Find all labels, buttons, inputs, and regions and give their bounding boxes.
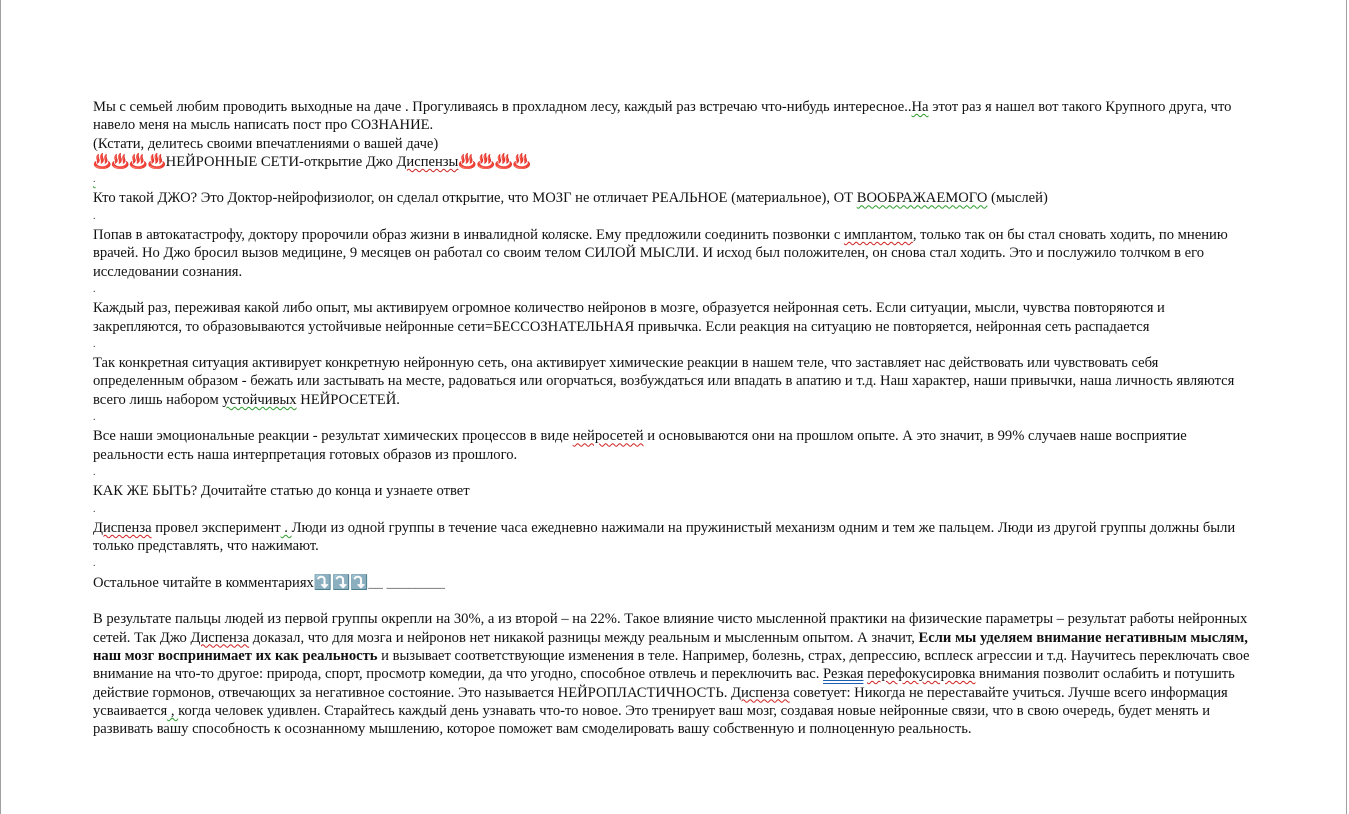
text-run: Остальное читайте в комментариях [93, 574, 314, 591]
grammar-flagged-word: Резкая [823, 666, 864, 683]
paragraph-result [93, 610, 1253, 738]
grammar-flagged-word: устойчивых [222, 391, 297, 408]
text-run: Кто такой ДЖО? Это Доктор-нейрофизиолог, он сделал открытие, что МОЗГ не отличает РЕАЛЬНОЕ (материальное), ОТ [93, 190, 857, 207]
paragraph-separator: . [93, 338, 96, 350]
paragraph-separator: . [93, 558, 96, 570]
spelling-flagged-word: перефокусировка [867, 666, 976, 683]
paragraph-separator: . [93, 466, 96, 478]
text-run: Мы с семьей любим проводить выходные на даче . Прогуливаясь в прохладном лесу, каждый раз встречаю что-нибудь интересное.. [93, 99, 912, 115]
grammar-flagged-word: ВООБРАЖАЕМОГО [856, 190, 988, 207]
text-run: советует: Никогда не переставайте учиться. Лучше всего информация усваивается [93, 684, 1228, 719]
emoji-run: ♨️♨️♨️♨️ [458, 153, 532, 170]
grammar-flagged-word: На [911, 99, 929, 115]
paragraph-separator: . [93, 210, 96, 222]
document-body[interactable] [93, 98, 1253, 738]
spelling-flagged-word: Диспенза [731, 684, 790, 701]
separator-dot: . [93, 174, 96, 186]
text-run: этот раз я нашел вот такого Крупного друга, что навело меня на мысль написать пост про СОЗНАНИЕ. [93, 99, 1232, 134]
paragraph-separator: . [93, 283, 96, 295]
spelling-flagged-word: Диспенза [190, 629, 250, 646]
grammar-flagged-mark: . [280, 519, 292, 536]
text-run: провел эксперимент [151, 519, 281, 536]
text-run: (мыслей) [987, 190, 1048, 207]
text-run: Люди из одной группы в течение часа ежедневно нажимали на пружинистый механизм одним и тем же пальцем. Люди из другой группы должны были только представлять, что нажимают. [93, 519, 1236, 555]
grammar-flagged-mark: , [167, 702, 179, 719]
spelling-flagged-word: Диспензы [396, 153, 459, 170]
paragraph-experiment [93, 519, 1253, 556]
text-run: Все наши эмоциональные реакции - результат химических процессов в виде [93, 428, 573, 445]
paragraph-situation [93, 354, 1253, 409]
text-run: и вызывает соответствующие изменения в теле. Например, болезнь, страх, депрессию, всплеск агрессии и т.д. Научитесь переключать свое внимание на что-то другое: природа, спорт, просмотр комедии, да что угодно, способное отвлечь и переключить вас. [93, 647, 1250, 683]
text-run: НЕЙРОСЕТЕЙ. [296, 391, 400, 408]
paragraph-who-is-joe [93, 189, 1253, 207]
paragraph-separator: . [93, 412, 96, 424]
spelling-flagged-word: Диспенза [93, 519, 152, 536]
paragraph-dacha-note: (Кстати, делитесь своими впечатлениями о вашей даче) [93, 135, 439, 152]
paragraph-experience: Каждый раз, переживая какой либо опыт, мы активируем огромное количество нейронов в мозге, образуется нейронная сеть. Если ситуации, мысли, чувства повторяются и закрепляются, то образовываются устойчивые нейронные сети=БЕССОЗНАТЕЛЬНАЯ привычка. Если реакция на ситуацию не повторяется, нейронная сеть распадается [93, 300, 1165, 335]
text-run: когда человек удивлен. Старайтесь каждый день узнавать что-то новое. Это тренирует ваш мозг, создавая новые нейронные связи, что в свою очередь, будет менять и развивать вашу способность к осознанному мышлению, которое поможет вам смоделировать вашу собственную и полноценную реальность. [93, 702, 1211, 738]
paragraph-emotional-reactions [93, 427, 1253, 464]
text-run: Попав в автокатастрофу, доктору пророчили образ жизни в инвалидной коляске. Ему предложили соединить позвонки с [93, 227, 844, 244]
arrow-emoji-run: ⤵️⤵️⤵️__ ________ [313, 574, 445, 591]
bold-text-run: Если мы уделяем внимание негативным мыслям, наш мозг воспринимает их как реальность [93, 629, 1248, 664]
paragraph-how-to-be: КАК ЖЕ БЫТЬ? Дочитайте статью до конца и узнаете ответ [93, 483, 470, 500]
spelling-flagged-word: имплантом [844, 227, 913, 244]
paragraph-heading-neural-networks [93, 153, 1253, 171]
text-run: В результате пальцы людей из первой группы окрепли на 30%, а из второй – на 22%. Такое влияние чисто мысленной практики на физические параметры – результат работы нейронных сетей. Так Джо [93, 611, 1248, 646]
text-run: и основываются они на прошлом опыте. А это значит, в 99% случаев наше восприятие реальности есть наша интерпретация готовых образов из прошлого. [93, 428, 1187, 463]
paragraph-read-comments [93, 574, 1253, 592]
text-run: внимания позволит ослабить и потушить действие гормонов, отвечающих за негативное состояние. Это называется НЕЙРОПЛАСТИЧНОСТЬ. [93, 666, 1235, 701]
spelling-flagged-word: нейросетей [572, 428, 644, 445]
paragraph-separator [93, 592, 1253, 610]
paragraph-separator [93, 171, 1253, 189]
paragraph-accident [93, 226, 1253, 281]
text-run: Так конкретная ситуация активирует конкретную нейронную сеть, она активирует химические реакции в нашем теле, что заставляет нас действовать или чувствовать себя определенным образом - бежать или застывать на месте, радоваться или огорчаться, возбуждаться или впадать в апатию и т.д. Наш характер, наши привычки, наша личность являются всего лишь набором [93, 355, 1235, 408]
text-run: ♨️♨️♨️♨️НЕЙРОННЫЕ СЕТИ-открытие Джо [93, 153, 397, 170]
text-run: доказал, что для мозга и нейронов нет никакой разницы между реальным и мысленным опытом. А значит, [249, 629, 919, 646]
text-run: , только так он бы стал сновать ходить, по мнению врачей. Но Джо бросил вызов медицине, 9 месяцев он работал со своим телом СИЛОЙ МЫСЛИ. И исход был положителен, он снова стал ходить. Это и послужило толчком в его исследовании сознания. [93, 227, 1228, 280]
paragraph-intro [93, 98, 1253, 135]
paragraph-separator: . [93, 503, 96, 515]
